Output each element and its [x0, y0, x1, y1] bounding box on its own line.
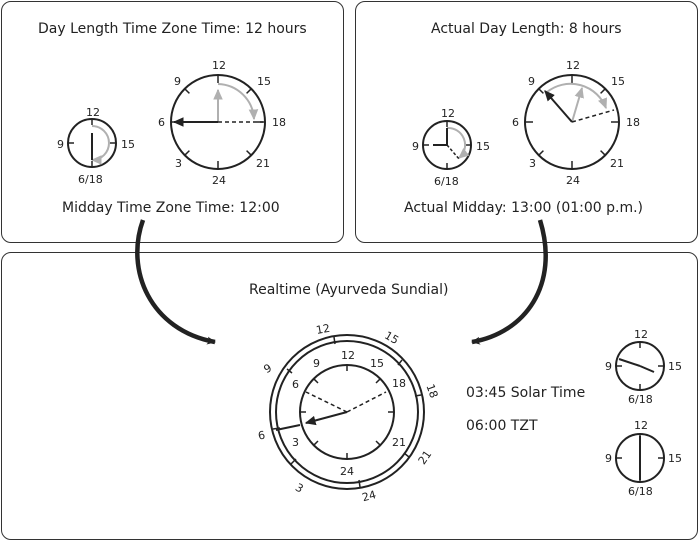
actual-label-12: 12	[566, 59, 580, 72]
tzt-clock-label-6-18: 6/18	[628, 485, 653, 498]
solar-clock-label-9: 9	[605, 360, 612, 373]
sundial-outer-label-18: 18	[423, 382, 441, 400]
small-clock-label-12: 12	[86, 106, 100, 119]
panel-title-time-zone: Day Length Time Zone Time: 12 hours	[38, 21, 307, 37]
small-clock-label-9: 9	[57, 138, 64, 151]
tzt-clock	[605, 419, 682, 498]
sundial-inner-label-6: 6	[292, 378, 299, 391]
large-clock-tzt	[158, 59, 286, 187]
large-clock-label-21: 21	[256, 157, 270, 170]
curved-arrow-right	[472, 220, 546, 342]
sundial-outer-label-15: 15	[382, 328, 401, 348]
large-clock-label-18: 18	[272, 116, 286, 129]
solar-time-clock	[605, 328, 682, 406]
sundial-inner-label-18: 18	[392, 377, 406, 390]
tzt-readout: 06:00 TZT	[466, 418, 538, 434]
large-clock-actual	[512, 59, 640, 187]
large-clock-label-12: 12	[212, 59, 226, 72]
curved-arrow-left	[137, 220, 215, 342]
small-actual-label-9: 9	[412, 140, 419, 153]
sundial-inner-label-12: 12	[341, 349, 355, 362]
ayurveda-sundial	[257, 322, 440, 505]
sundial-inner-label-24: 24	[340, 465, 354, 478]
small-clock-tzt	[57, 106, 135, 186]
sundial-outer-label-6: 6	[257, 428, 267, 443]
sundial-inner-label-21: 21	[392, 436, 406, 449]
sundial-inner-label-3: 3	[292, 436, 299, 449]
sundial-outer-label-9: 9	[261, 361, 275, 377]
actual-label-3: 3	[529, 157, 536, 170]
actual-label-9: 9	[528, 75, 535, 88]
small-actual-label-6-18: 6/18	[434, 175, 459, 188]
caption-midday-tzt: Midday Time Zone Time: 12:00	[62, 200, 280, 216]
sundial-inner-label-9: 9	[313, 357, 320, 370]
actual-label-21: 21	[610, 157, 624, 170]
solar-clock-label-12: 12	[634, 328, 648, 341]
solar-time-readout: 03:45 Solar Time	[466, 385, 586, 401]
actual-label-6: 6	[512, 116, 519, 129]
large-clock-label-15: 15	[257, 75, 271, 88]
tzt-clock-label-15: 15	[668, 452, 682, 465]
small-actual-label-15: 15	[476, 140, 490, 153]
large-clock-label-6: 6	[158, 116, 165, 129]
actual-label-24: 24	[566, 174, 580, 187]
sundial-outer-label-12: 12	[315, 321, 332, 337]
large-clock-label-24: 24	[212, 174, 226, 187]
panel-title-actual: Actual Day Length: 8 hours	[431, 21, 622, 37]
sundial-outer-label-21: 21	[415, 448, 435, 467]
sundial-outer-label-24: 24	[360, 488, 378, 505]
caption-actual-midday: Actual Midday: 13:00 (01:00 p.m.)	[404, 200, 644, 216]
solar-clock-label-6-18: 6/18	[628, 393, 653, 406]
actual-label-18: 18	[626, 116, 640, 129]
large-clock-label-3: 3	[175, 157, 182, 170]
small-clock-label-15: 15	[121, 138, 135, 151]
small-clock-actual	[412, 107, 490, 188]
large-clock-label-9: 9	[174, 75, 181, 88]
small-clock-label-6-18: 6/18	[78, 173, 103, 186]
solar-clock-label-15: 15	[668, 360, 682, 373]
sundial-outer-label-3: 3	[293, 480, 306, 496]
small-actual-label-12: 12	[441, 107, 455, 120]
sundial-inner-label-15: 15	[370, 357, 384, 370]
actual-label-15: 15	[611, 75, 625, 88]
tzt-clock-label-9: 9	[605, 452, 612, 465]
tzt-clock-label-12: 12	[634, 419, 648, 432]
panel-title-realtime: Realtime (Ayurveda Sundial)	[249, 282, 449, 298]
